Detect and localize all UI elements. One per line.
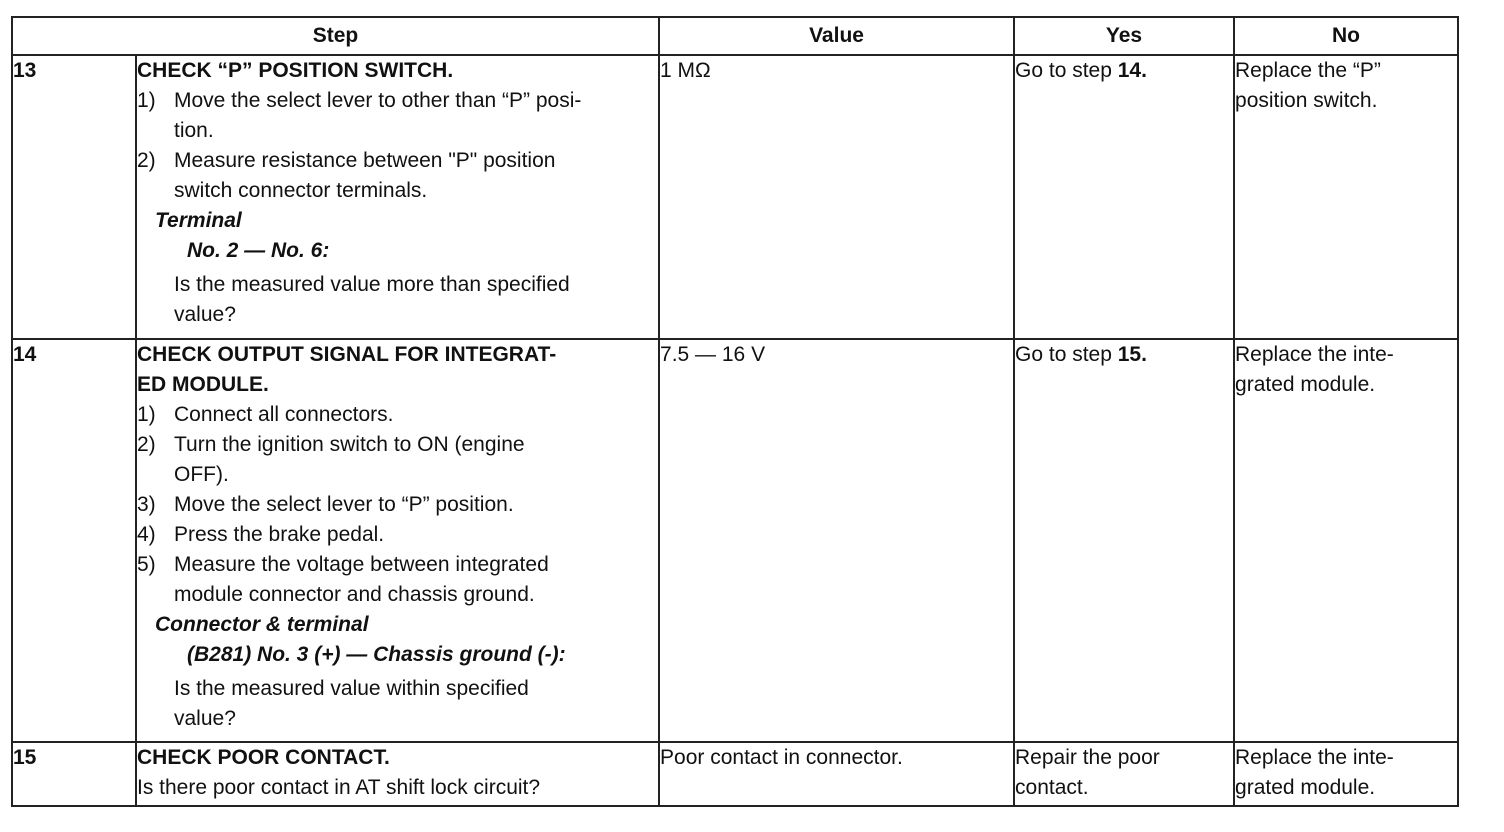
step-number: 15 [12, 742, 136, 806]
step-number: 13 [12, 55, 136, 339]
yes-cell: Go to step 15. [1014, 339, 1234, 742]
value-cell: Poor contact in connector. [659, 742, 1014, 806]
value-cell: 1 MΩ [659, 55, 1014, 339]
procedure-item: 4) Press the brake pedal. [137, 523, 385, 546]
header-value: Value [659, 17, 1014, 55]
step-title: CHECK “P” POSITION SWITCH. [137, 59, 454, 82]
table-row [12, 55, 1458, 339]
terminal-heading: Terminal [155, 209, 242, 232]
no-cell: Replace the “P” position switch. [1234, 55, 1458, 339]
diagnostic-table [11, 16, 1459, 807]
procedure-item: 5) Measure the voltage between integrated module connector and chassis ground. [137, 553, 549, 606]
question: Is the measured value more than specified value? [174, 273, 570, 326]
terminal-value: No. 2 — No. 6: [187, 239, 330, 262]
header-no: No [1234, 17, 1458, 55]
header-row [12, 17, 1458, 55]
no-cell: Replace the inte- grated module. [1234, 339, 1458, 742]
step-description [136, 742, 659, 806]
table-row [12, 339, 1458, 742]
terminal-heading: Connector & terminal [155, 613, 369, 636]
procedure-item: 2) Measure resistance between "P" position switch connector terminals. [137, 149, 556, 202]
yes-cell: Go to step 14. [1014, 55, 1234, 339]
procedure-item: 3) Move the select lever to “P” position. [137, 493, 514, 516]
question: Is there poor contact in AT shift lock circuit? [137, 776, 541, 799]
no-cell: Replace the inte- grated module. [1234, 742, 1458, 806]
question: Is the measured value within specified value? [174, 677, 529, 730]
step-description [136, 339, 659, 742]
yes-cell: Repair the poor contact. [1014, 742, 1234, 806]
procedure-item: 1) Connect all connectors. [137, 403, 394, 426]
terminal-value: (B281) No. 3 (+) — Chassis ground (-): [187, 643, 566, 666]
header-yes: Yes [1014, 17, 1234, 55]
header-step: Step [12, 17, 659, 55]
procedure-item: 2) Turn the ignition switch to ON (engine OFF). [137, 433, 525, 486]
step-number: 14 [12, 339, 136, 742]
table-row [12, 742, 1458, 806]
value-cell: 7.5 — 16 V [659, 339, 1014, 742]
procedure-item: 1) Move the select lever to other than “P” posi- tion. [137, 89, 582, 142]
step-description [136, 55, 659, 339]
step-title: CHECK POOR CONTACT. [137, 746, 390, 769]
step-title: CHECK OUTPUT SIGNAL FOR INTEGRAT- ED MODULE. [137, 343, 557, 396]
